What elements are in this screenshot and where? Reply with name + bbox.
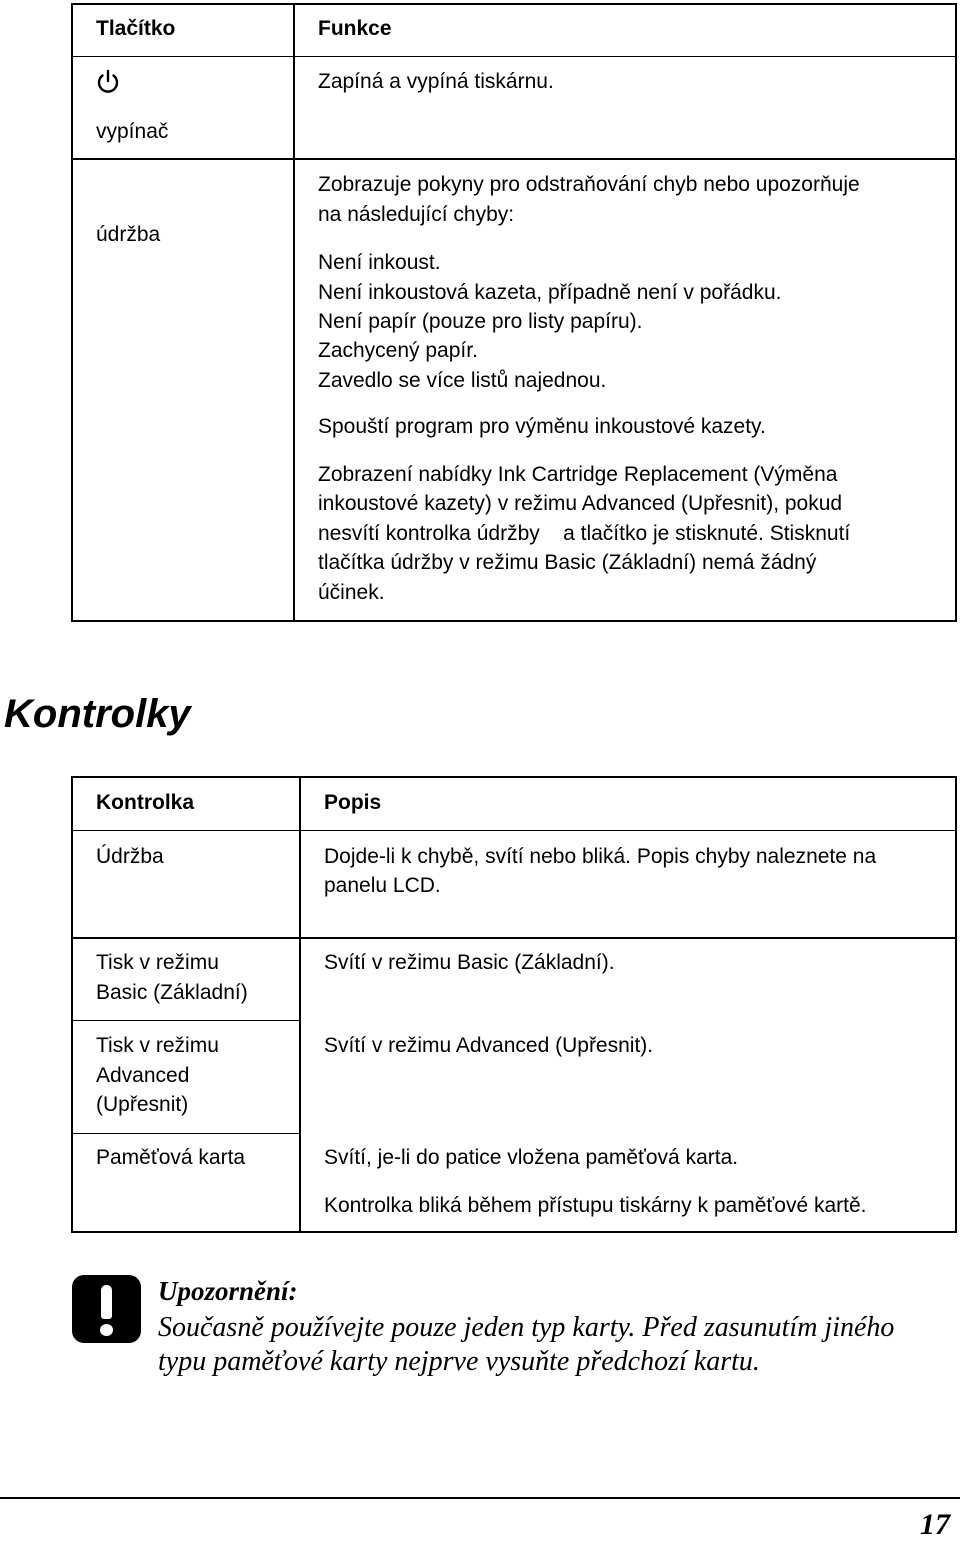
light-name: (Upřesnit) <box>96 1093 189 1116</box>
maintenance-intro-line: na následující chyby: <box>318 203 515 226</box>
power-button-label: vypínač <box>96 120 169 143</box>
warning-icon <box>72 1275 141 1343</box>
light-name: Basic (Základní) <box>96 981 248 1004</box>
error-item: Zachycený papír. <box>318 339 478 362</box>
light-description: Svítí v režimu Basic (Základní). <box>324 951 615 974</box>
maintenance-note-line: nesvítí kontrolka údržby a tlačítko je stisknuté. Stisknutí <box>318 522 851 545</box>
footer-rule <box>0 1497 960 1499</box>
maintenance-starts: Spouští program pro výměnu inkoustové kazety. <box>318 415 766 438</box>
error-item: Není inkoust. <box>318 251 441 274</box>
maintenance-button-label: údržba <box>96 223 161 246</box>
error-item: Není papír (pouze pro listy papíru). <box>318 310 643 333</box>
error-item: Není inkoustová kazeta, případně není v pořádku. <box>318 281 782 304</box>
light-name: Advanced <box>96 1064 190 1087</box>
column-header-description: Popis <box>324 791 382 814</box>
light-name: Tisk v režimu <box>96 951 219 974</box>
maintenance-note-line: tlačítka údržby v režimu Basic (Základní) nemá žádný <box>318 551 817 574</box>
page-number: 17 <box>920 1508 950 1541</box>
light-name: Paměťová karta <box>96 1146 246 1169</box>
light-description: Svítí v režimu Advanced (Upřesnit). <box>324 1034 654 1057</box>
section-title: Kontrolky <box>4 692 191 736</box>
maintenance-note-line: inkoustové kazety) v režimu Advanced (Upřesnit), pokud <box>318 492 843 515</box>
column-header-light: Kontrolka <box>96 791 195 814</box>
notice-line: Současně používejte pouze jeden typ karty. Před zasunutím jiného <box>158 1312 895 1343</box>
error-item: Zavedlo se více listů najednou. <box>318 369 607 392</box>
light-description: Dojde-li k chybě, svítí nebo bliká. Popis chyby naleznete na <box>324 845 877 868</box>
column-header-button: Tlačítko <box>96 17 176 40</box>
light-description: panelu LCD. <box>324 874 441 897</box>
light-description: Svítí, je-li do patice vložena paměťová karta. <box>324 1146 739 1169</box>
maintenance-intro-line: Zobrazuje pokyny pro odstraňování chyb nebo upozorňuje <box>318 173 860 196</box>
light-description: Kontrolka bliká během přístupu tiskárny k paměťové kartě. <box>324 1194 867 1217</box>
column-header-function: Funkce <box>318 17 392 40</box>
power-function: Zapíná a vypíná tiskárnu. <box>318 70 554 93</box>
maintenance-note-line: Zobrazení nabídky Ink Cartridge Replacement (Výměna <box>318 463 838 486</box>
notice-line: typu paměťové karty nejprve vysuňte předchozí kartu. <box>158 1346 760 1377</box>
notice-heading: Upozornění: <box>158 1276 298 1306</box>
power-icon <box>95 68 121 96</box>
light-name: Údržba <box>96 845 164 868</box>
light-name: Tisk v režimu <box>96 1034 219 1057</box>
maintenance-note-line: účinek. <box>318 581 385 604</box>
